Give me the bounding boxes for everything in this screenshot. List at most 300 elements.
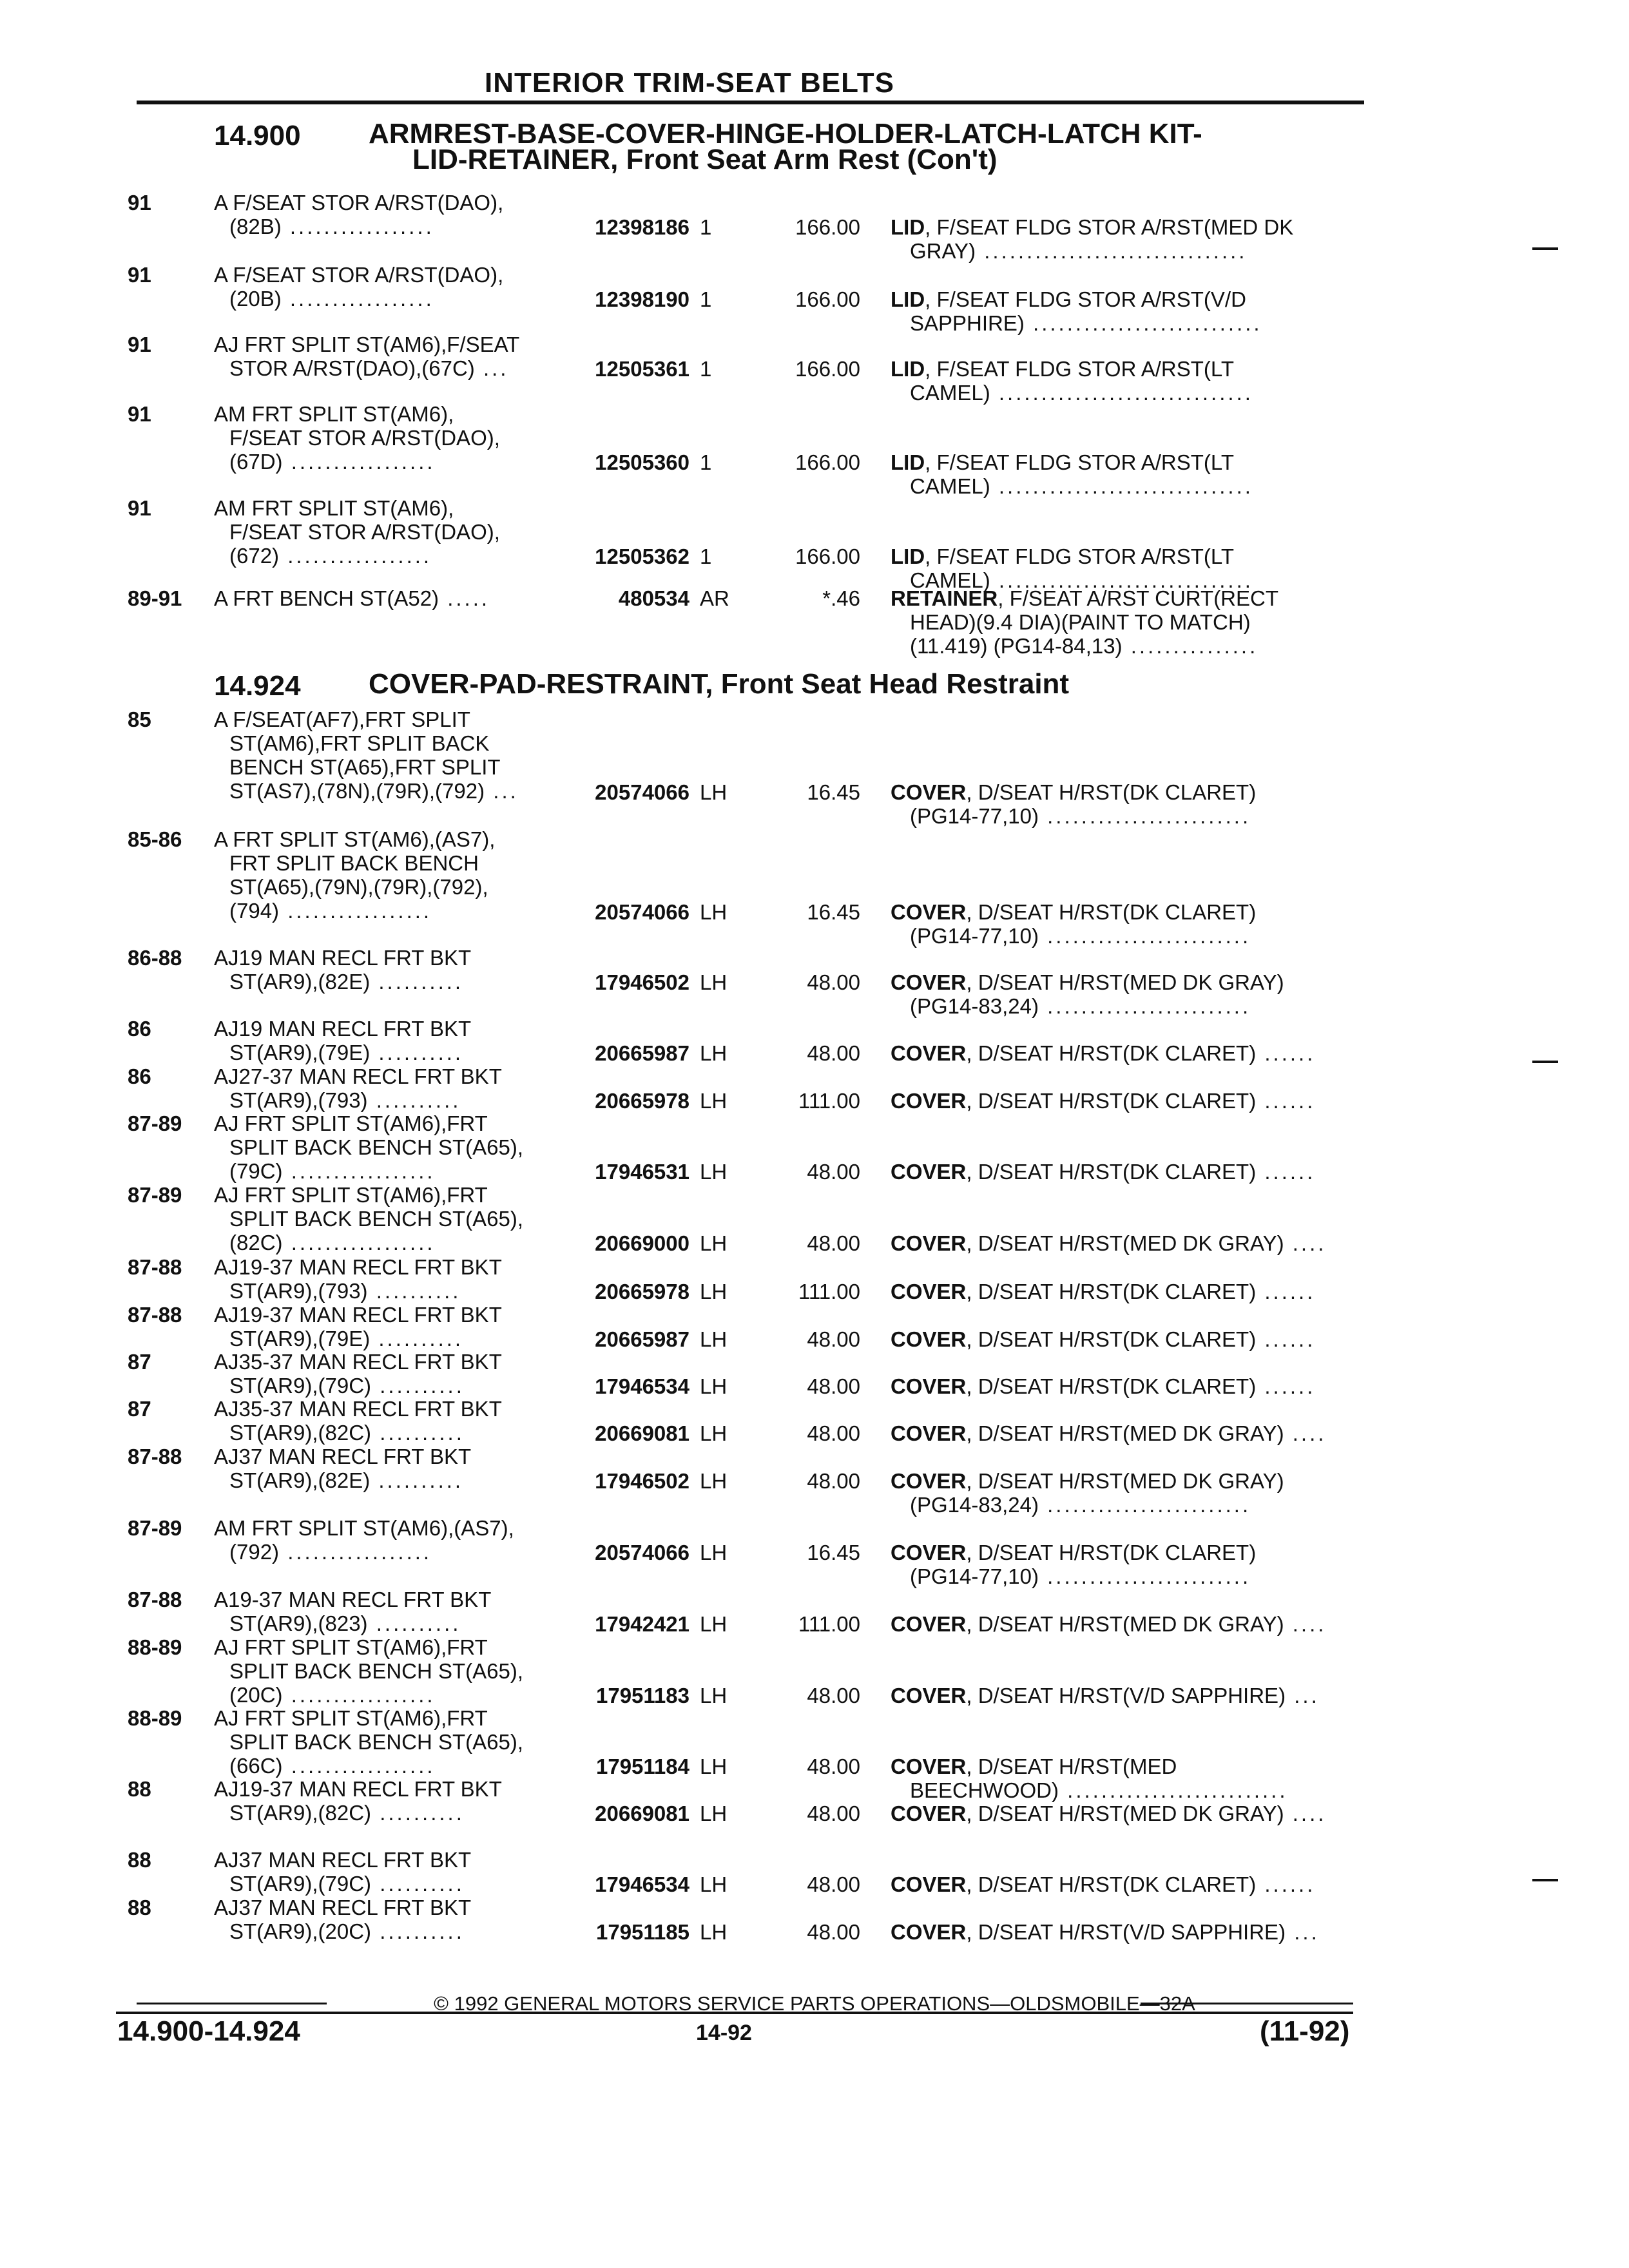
quantity: 1 [700, 450, 712, 474]
description [891, 1469, 1284, 1517]
dot-leader: .......... [371, 1872, 465, 1896]
figure-number: 85-86 [128, 827, 182, 851]
description [891, 1754, 1288, 1802]
description [891, 1421, 1326, 1445]
application-text [214, 827, 495, 923]
application-line: AJ35-37 MAN RECL FRT BKT [214, 1350, 502, 1374]
quantity: LH [700, 1160, 728, 1184]
application-text [214, 946, 471, 994]
description-line: COVER, D/SEAT H/RST(DK CLARET) ...... [891, 1088, 1316, 1113]
dot-leader: ................. [282, 1159, 436, 1183]
price: *.46 [822, 586, 860, 610]
description-line: (PG14-83,24) ........................ [910, 1492, 1251, 1517]
quantity: LH [700, 1327, 728, 1351]
description [891, 1089, 1315, 1113]
description-line: COVER, D/SEAT H/RST(DK CLARET) [891, 1540, 1257, 1564]
part-number: 17946502 [595, 1468, 689, 1493]
quantity: 1 [700, 544, 712, 568]
dot-leader: ............... [1122, 634, 1258, 658]
margin-mark [1532, 247, 1558, 250]
footer-page-number: 14-92 [696, 2021, 752, 2045]
description-line: COVER, D/SEAT H/RST(MED DK GRAY) .... [891, 1231, 1327, 1255]
application-line: ST(AR9),(82C) .......... [229, 1801, 465, 1825]
description-line: COVER, D/SEAT H/RST(MED DK GRAY) [891, 1468, 1284, 1493]
dot-leader: .......... [371, 1374, 465, 1398]
section-title-cont: LID-RETAINER, Front Seat Arm Rest (Con't) [412, 144, 998, 175]
dot-leader: ........................ [1038, 803, 1251, 828]
application-line: (794) ................. [229, 899, 432, 923]
application-line: ST(AR9),(79E) .......... [229, 1327, 464, 1350]
description-line: COVER, D/SEAT H/RST(DK CLARET) ...... [891, 1160, 1316, 1184]
description [891, 970, 1284, 1018]
dot-leader: .......... [367, 1279, 461, 1303]
description [891, 780, 1256, 828]
price: 48.00 [807, 1421, 860, 1445]
figure-number: 88 [128, 1896, 151, 1919]
application-line: SPLIT BACK BENCH ST(A65), [229, 1207, 524, 1231]
price: 166.00 [795, 450, 860, 474]
application-text [214, 1635, 523, 1707]
price: 48.00 [807, 1919, 860, 1944]
application-line: (672) ................. [229, 544, 432, 568]
description-line: (PG14-77,10) ........................ [910, 803, 1251, 828]
figure-number: 91 [128, 263, 151, 287]
figure-number: 87-89 [128, 1183, 182, 1207]
figure-number: 86 [128, 1017, 151, 1041]
dot-leader: .......... [370, 1041, 464, 1064]
price: 48.00 [807, 1327, 860, 1351]
quantity: LH [700, 1754, 728, 1778]
figure-number: 91 [128, 332, 151, 356]
application-line: AJ FRT SPLIT ST(AM6),FRT [214, 1183, 488, 1207]
price: 166.00 [795, 287, 860, 311]
figure-number: 85 [128, 707, 151, 731]
dot-leader: .......... [371, 1919, 465, 1943]
description-line: COVER, D/SEAT H/RST(MED DK GRAY) .... [891, 1421, 1327, 1445]
application-line: AJ37 MAN RECL FRT BKT [214, 1848, 472, 1872]
part-number: 20574066 [595, 1540, 689, 1564]
figure-number: 88-89 [128, 1706, 182, 1730]
application-line: (20B) ................. [229, 287, 434, 311]
part-number: 20669081 [595, 1421, 689, 1445]
figure-number: 87-89 [128, 1111, 182, 1135]
part-number: 12398190 [595, 287, 689, 311]
application-text [214, 1848, 471, 1896]
price: 16.45 [807, 1540, 860, 1564]
application-line: A FRT SPLIT ST(AM6),(AS7), [214, 827, 496, 851]
dot-leader: ............................... [976, 238, 1248, 263]
dot-leader: ................. [282, 1683, 436, 1707]
description-line: LID, F/SEAT FLDG STOR A/RST(LT [891, 450, 1234, 474]
description-line: COVER, D/SEAT H/RST(MED [891, 1754, 1177, 1778]
description-line: LID, F/SEAT FLDG STOR A/RST(LT [891, 356, 1234, 381]
dot-leader: ................. [281, 215, 434, 238]
price: 48.00 [807, 1801, 860, 1825]
price: 111.00 [798, 1279, 860, 1303]
page-header-title: INTERIOR TRIM-SEAT BELTS [485, 67, 894, 99]
figure-number: 87 [128, 1397, 151, 1421]
price: 166.00 [795, 544, 860, 568]
application-line: ST(AR9),(82C) .......... [229, 1421, 465, 1445]
description [891, 1872, 1315, 1896]
description [891, 900, 1256, 948]
description [891, 1041, 1315, 1065]
quantity: LH [700, 1919, 728, 1944]
part-number: 20665987 [595, 1327, 689, 1351]
quantity: AR [700, 586, 729, 610]
dot-leader: ........................ [1038, 994, 1251, 1018]
part-number: 20669000 [595, 1231, 689, 1255]
dot-leader: .......... [367, 1611, 461, 1635]
footer-copyright: © 1992 GENERAL MOTORS SERVICE PARTS OPERATIONS—OLDSMOBILE—32A [434, 1992, 1195, 2015]
margin-mark [1532, 1879, 1558, 1881]
description-line: SAPPHIRE) ........................... [910, 311, 1262, 335]
quantity: LH [700, 1872, 728, 1896]
quantity: LH [700, 970, 728, 994]
description-line: (PG14-77,10) ........................ [910, 1564, 1251, 1588]
part-number: 17946534 [595, 1374, 689, 1398]
application-text [214, 1183, 523, 1254]
description [891, 544, 1253, 592]
application-line: A F/SEAT STOR A/RST(DAO), [214, 191, 504, 215]
price: 48.00 [807, 1041, 860, 1065]
description-line: (11.419) (PG14-84,13) ............... [910, 634, 1258, 658]
dot-leader: ................. [279, 899, 432, 923]
part-number: 12505362 [595, 544, 689, 568]
dot-leader: ................. [279, 544, 432, 568]
part-number: 17951185 [595, 1919, 689, 1944]
figure-number: 87-88 [128, 1255, 182, 1279]
quantity: LH [700, 1540, 728, 1564]
part-number: 20574066 [595, 899, 689, 924]
application-line: AJ37 MAN RECL FRT BKT [214, 1896, 472, 1919]
quantity: LH [700, 1684, 728, 1707]
dot-leader: ........................ [1038, 1492, 1251, 1517]
application-line: SPLIT BACK BENCH ST(A65), [229, 1730, 524, 1754]
application-line: SPLIT BACK BENCH ST(A65), [229, 1135, 524, 1159]
application-line: AJ19-37 MAN RECL FRT BKT [214, 1777, 502, 1801]
application-line: AJ19 MAN RECL FRT BKT [214, 946, 472, 970]
description-line: COVER, D/SEAT H/RST(DK CLARET) ...... [891, 1327, 1316, 1351]
application-line: F/SEAT STOR A/RST(DAO), [229, 520, 500, 544]
dot-leader: .............................. [990, 380, 1253, 405]
dot-leader: .......... [371, 1801, 465, 1825]
description-line: COVER, D/SEAT H/RST(DK CLARET) ...... [891, 1279, 1316, 1303]
description [891, 1541, 1256, 1588]
application-line: AJ FRT SPLIT ST(AM6),F/SEAT [214, 332, 520, 356]
section-number: 14.924 [214, 670, 301, 702]
application-line: AJ19-37 MAN RECL FRT BKT [214, 1255, 502, 1279]
price: 48.00 [807, 1468, 860, 1493]
application-line: (792) ................. [229, 1540, 432, 1564]
dot-leader: .............................. [990, 474, 1253, 498]
application-text [214, 1111, 523, 1183]
quantity: LH [700, 1041, 728, 1065]
description-line: COVER, D/SEAT H/RST(MED DK GRAY) [891, 970, 1284, 994]
application-line: A FRT BENCH ST(A52) ..... [214, 586, 490, 610]
figure-number: 89-91 [128, 586, 182, 610]
dot-leader: ..... [439, 586, 490, 610]
figure-number: 87-88 [128, 1445, 182, 1468]
application-text [214, 332, 519, 380]
description-line: LID, F/SEAT FLDG STOR A/RST(LT [891, 544, 1234, 568]
application-text [214, 1445, 471, 1492]
dot-leader: ................. [282, 1231, 436, 1254]
part-number: 480534 [618, 586, 689, 610]
description [891, 1374, 1315, 1398]
application-line: AM FRT SPLIT ST(AM6), [214, 402, 454, 426]
application-line: AJ19 MAN RECL FRT BKT [214, 1017, 472, 1041]
price: 48.00 [807, 970, 860, 994]
price: 111.00 [798, 1088, 860, 1113]
dot-leader: ........................ [1038, 1564, 1251, 1588]
application-line: ST(AR9),(793) .......... [229, 1279, 461, 1303]
application-line: BENCH ST(A65),FRT SPLIT [229, 755, 501, 779]
application-text [214, 1255, 502, 1303]
description-line: LID, F/SEAT FLDG STOR A/RST(V/D [891, 287, 1246, 311]
part-number: 17946531 [595, 1160, 689, 1184]
description [891, 1231, 1326, 1255]
figure-number: 91 [128, 191, 151, 215]
dot-leader: ................. [279, 1540, 432, 1564]
quantity: LH [700, 780, 728, 804]
quantity: LH [700, 1231, 728, 1255]
application-line: AJ FRT SPLIT ST(AM6),FRT [214, 1111, 488, 1135]
application-text [214, 1303, 502, 1350]
quantity: LH [700, 899, 728, 924]
description [891, 450, 1253, 498]
price: 48.00 [807, 1160, 860, 1184]
price: 48.00 [807, 1231, 860, 1255]
dot-leader: .... [1284, 1611, 1327, 1636]
dot-leader: ... [1286, 1684, 1320, 1707]
figure-number: 91 [128, 496, 151, 520]
application-line: AJ FRT SPLIT ST(AM6),FRT [214, 1635, 488, 1659]
dot-leader: .... [1284, 1421, 1327, 1445]
application-line: ST(AR9),(82E) .......... [229, 1468, 464, 1492]
dot-leader: ...... [1256, 1088, 1316, 1113]
description-line: COVER, D/SEAT H/RST(V/D SAPPHIRE) ... [891, 1919, 1320, 1944]
figure-number: 87-89 [128, 1516, 182, 1540]
description [891, 1280, 1315, 1303]
application-line: A F/SEAT STOR A/RST(DAO), [214, 263, 504, 287]
part-number: 17951183 [595, 1684, 689, 1707]
application-line: AJ37 MAN RECL FRT BKT [214, 1445, 472, 1468]
application-text [214, 1896, 471, 1943]
dot-leader: .......... [370, 970, 464, 994]
figure-number: 88 [128, 1848, 151, 1872]
description [891, 1327, 1315, 1351]
application-text [214, 1516, 514, 1564]
description-line: RETAINER, F/SEAT A/RST CURT(RECT [891, 586, 1279, 610]
quantity: LH [700, 1468, 728, 1493]
description [891, 1612, 1326, 1636]
description-line: CAMEL) .............................. [910, 568, 1253, 592]
description [891, 1160, 1315, 1184]
description [891, 1920, 1320, 1944]
description [891, 287, 1262, 335]
dot-leader: ...... [1256, 1374, 1316, 1398]
application-text [214, 1706, 523, 1778]
application-line: (66C) ................. [229, 1754, 436, 1778]
part-number: 20665978 [595, 1279, 689, 1303]
description-line: COVER, D/SEAT H/RST(DK CLARET) ...... [891, 1374, 1316, 1398]
application-line: ST(AR9),(823) .......... [229, 1611, 461, 1635]
figure-number: 88-89 [128, 1635, 182, 1659]
description-line: COVER, D/SEAT H/RST(V/D SAPPHIRE) ... [891, 1684, 1320, 1707]
price: 166.00 [795, 215, 860, 239]
description-line: (PG14-83,24) ........................ [910, 994, 1251, 1018]
application-line: (20C) ................. [229, 1683, 436, 1707]
description [891, 1684, 1320, 1707]
application-text [214, 1064, 502, 1112]
dot-leader: ................. [282, 1754, 436, 1778]
price: 16.45 [807, 899, 860, 924]
quantity: LH [700, 1279, 728, 1303]
application-text [214, 1350, 502, 1398]
part-number: 12505361 [595, 356, 689, 381]
quantity: LH [700, 1611, 728, 1636]
description-line: COVER, D/SEAT H/RST(DK CLARET) ...... [891, 1041, 1316, 1065]
dot-leader: .......... [371, 1421, 465, 1445]
part-number: 20669081 [595, 1801, 689, 1825]
part-number: 17946502 [595, 970, 689, 994]
description-line: COVER, D/SEAT H/RST(DK CLARET) ...... [891, 1872, 1316, 1896]
application-line: STOR A/RST(DAO),(67C) ... [229, 356, 509, 380]
dot-leader: .... [1284, 1231, 1327, 1255]
dot-leader: .......... [367, 1088, 461, 1112]
description-line: GRAY) ............................... [910, 238, 1248, 263]
figure-number: 87 [128, 1350, 151, 1374]
dot-leader: ... [474, 356, 509, 380]
application-line: ST(AR9),(79C) .......... [229, 1374, 465, 1398]
quantity: LH [700, 1088, 728, 1113]
section-title: COVER-PAD-RESTRAINT, Front Seat Head Restraint [369, 668, 1070, 700]
application-line: AM FRT SPLIT ST(AM6),(AS7), [214, 1516, 514, 1540]
figure-number: 87-88 [128, 1303, 182, 1327]
application-line: ST(AR9),(82E) .......... [229, 970, 464, 994]
application-text [214, 1017, 471, 1064]
margin-mark [1532, 1061, 1558, 1063]
description-line: (PG14-77,10) ........................ [910, 923, 1251, 948]
dot-leader: .............................. [990, 568, 1253, 592]
description-line: COVER, D/SEAT H/RST(DK CLARET) [891, 780, 1257, 804]
quantity: LH [700, 1801, 728, 1825]
price: 16.45 [807, 780, 860, 804]
application-text [214, 707, 519, 803]
application-line: ST(AS7),(78N),(79R),(792) ... [229, 779, 519, 803]
application-line: AJ27-37 MAN RECL FRT BKT [214, 1064, 502, 1088]
application-line: ST(AR9),(20C) .......... [229, 1919, 465, 1943]
part-number: 20665978 [595, 1088, 689, 1113]
price: 48.00 [807, 1872, 860, 1896]
description-line: CAMEL) .............................. [910, 380, 1253, 405]
figure-number: 87-88 [128, 1588, 182, 1611]
dot-leader: .......... [370, 1327, 464, 1350]
application-line: ST(A65),(79N),(79R),(792), [229, 875, 488, 899]
application-line: ST(AR9),(79E) .......... [229, 1041, 464, 1064]
description-line: COVER, D/SEAT H/RST(DK CLARET) [891, 899, 1257, 924]
part-number: 17951184 [595, 1754, 689, 1778]
application-line: (82C) ................. [229, 1231, 436, 1254]
application-line: (79C) ................. [229, 1159, 436, 1183]
application-text [214, 263, 503, 311]
application-line: AM FRT SPLIT ST(AM6), [214, 496, 454, 520]
application-line: (67D) ................. [229, 450, 436, 474]
description-line: BEECHWOOD) .......................... [910, 1778, 1288, 1802]
dot-leader: ........................ [1038, 923, 1251, 948]
quantity: 1 [700, 356, 712, 381]
description [891, 357, 1253, 405]
description [891, 1802, 1326, 1825]
application-line: AJ35-37 MAN RECL FRT BKT [214, 1397, 502, 1421]
dot-leader: ........................... [1024, 311, 1262, 335]
quantity: 1 [700, 287, 712, 311]
figure-number: 86-88 [128, 946, 182, 970]
part-number: 12398186 [595, 215, 689, 239]
section-number: 14.900 [214, 120, 301, 151]
description-line: COVER, D/SEAT H/RST(MED DK GRAY) .... [891, 1611, 1327, 1636]
part-number: 12505360 [595, 450, 689, 474]
quantity: LH [700, 1374, 728, 1398]
footer-section-range: 14.900-14.924 [117, 2015, 300, 2047]
application-line: A19-37 MAN RECL FRT BKT [214, 1588, 492, 1611]
dot-leader: ...... [1256, 1872, 1316, 1896]
section-title: ARMREST-BASE-COVER-HINGE-HOLDER-LATCH-LATCH KIT- [369, 118, 1202, 149]
dot-leader: .... [1284, 1801, 1327, 1825]
dot-leader: ................. [282, 450, 436, 474]
price: 48.00 [807, 1374, 860, 1398]
application-line: (82B) ................. [229, 215, 434, 238]
quantity: 1 [700, 215, 712, 239]
dot-leader: ................. [281, 287, 434, 311]
dot-leader: .......... [370, 1468, 464, 1492]
price: 48.00 [807, 1754, 860, 1778]
dot-leader: ...... [1256, 1041, 1316, 1065]
description-line: HEAD)(9.4 DIA)(PAINT TO MATCH) [910, 610, 1251, 634]
application-text [214, 496, 500, 568]
price: 166.00 [795, 356, 860, 381]
application-text [214, 1777, 502, 1825]
dot-leader: ... [485, 779, 519, 803]
application-text [214, 402, 500, 474]
application-line: AJ19-37 MAN RECL FRT BKT [214, 1303, 502, 1327]
dot-leader: .......................... [1059, 1778, 1288, 1802]
application-line: FRT SPLIT BACK BENCH [229, 851, 479, 875]
description [891, 586, 1278, 658]
part-number: 20574066 [595, 780, 689, 804]
part-number: 17946534 [595, 1872, 689, 1896]
description-line: COVER, D/SEAT H/RST(MED DK GRAY) .... [891, 1801, 1327, 1825]
application-text [214, 1397, 502, 1445]
header-rule [137, 101, 1364, 104]
part-number: 20665987 [595, 1041, 689, 1065]
application-line: SPLIT BACK BENCH ST(A65), [229, 1659, 524, 1683]
figure-number: 86 [128, 1064, 151, 1088]
dot-leader: ... [1286, 1919, 1320, 1944]
application-text [214, 191, 503, 238]
description-line: LID, F/SEAT FLDG STOR A/RST(MED DK [891, 215, 1294, 239]
quantity: LH [700, 1421, 728, 1445]
application-line: ST(AR9),(79C) .......... [229, 1872, 465, 1896]
application-line: A F/SEAT(AF7),FRT SPLIT [214, 707, 470, 731]
application-line: ST(AR9),(793) .......... [229, 1088, 461, 1112]
figure-number: 91 [128, 402, 151, 426]
application-line: ST(AM6),FRT SPLIT BACK [229, 731, 490, 755]
application-text [214, 1588, 491, 1635]
price: 111.00 [798, 1611, 860, 1636]
price: 48.00 [807, 1684, 860, 1707]
